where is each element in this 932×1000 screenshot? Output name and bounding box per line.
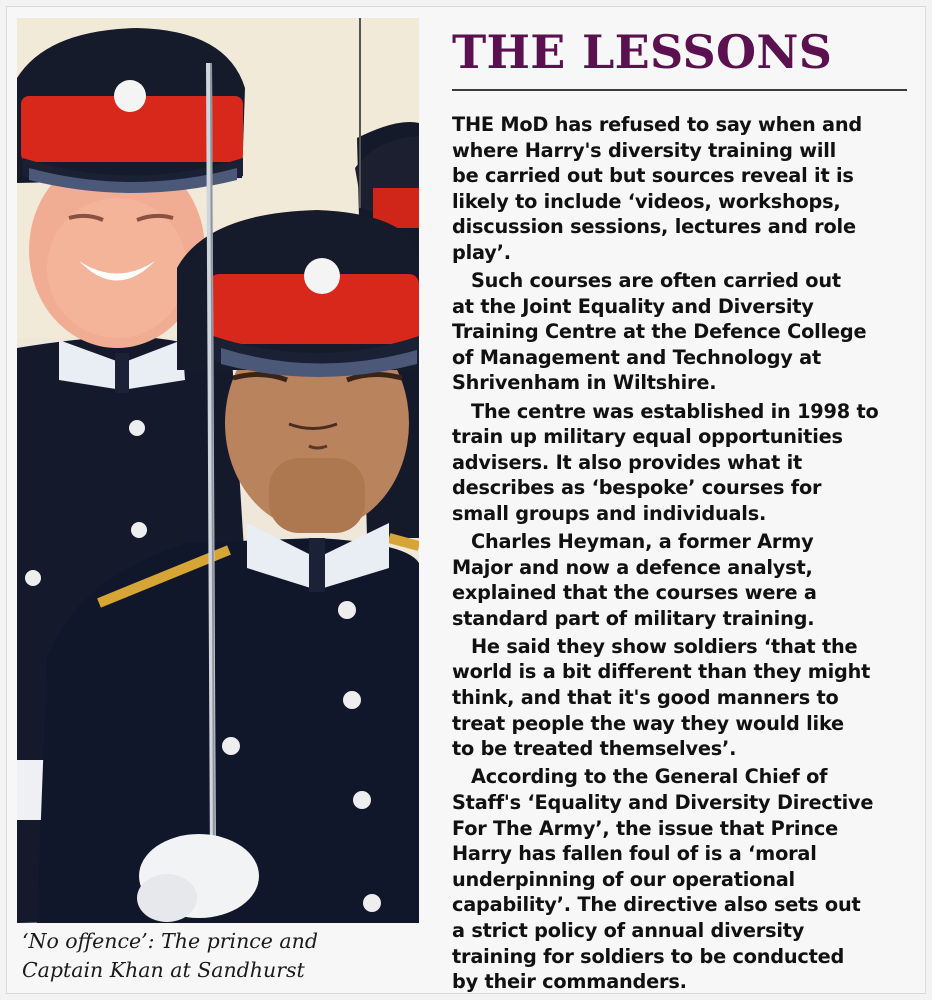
text-line: Such courses are often carried out: [471, 269, 841, 293]
text-line: treat people the way they would like: [452, 711, 844, 735]
photo: [17, 18, 419, 923]
text-line: Major and now a defence analyst,: [452, 555, 813, 579]
paragraph: [452, 634, 907, 762]
paragraph: [452, 112, 907, 266]
caption-line: ‘No offence’: The prince and: [22, 929, 318, 953]
text-line: of Management and Technology at: [452, 345, 822, 369]
text-line: For The Army’, the issue that Prince: [452, 816, 838, 840]
text-line: Shrivenham in Wiltshire.: [452, 371, 717, 395]
text-line: He said they show soldiers ‘that the: [471, 634, 858, 658]
text-line: to be treated themselves’.: [452, 737, 737, 761]
text-line: train up military equal opportunities: [452, 425, 843, 449]
paragraph: [452, 399, 907, 527]
text-line: Staff's ‘Equality and Diversity Directive: [452, 790, 874, 814]
paragraph: [452, 764, 907, 994]
headline: THE LESSONS: [452, 25, 833, 79]
text-line: describes as ‘bespoke’ courses for: [452, 476, 822, 500]
text-line: underpinning of our operational: [452, 867, 795, 891]
caption-line: Captain Khan at Sandhurst: [22, 958, 305, 982]
photo-caption: [22, 927, 422, 985]
text-line: play’.: [452, 240, 511, 264]
text-line: According to the General Chief of: [471, 765, 828, 789]
text-line: by their commanders.: [452, 970, 687, 994]
paragraph: [452, 268, 907, 396]
text-line: where Harry's diversity training will: [452, 138, 837, 162]
text-line: likely to include ‘videos, workshops,: [452, 189, 841, 213]
text-line: explained that the courses were a: [452, 581, 817, 605]
text-line: capability’. The directive also sets out: [452, 893, 861, 917]
text-line: at the Joint Equality and Diversity: [452, 294, 814, 318]
photo-illustration: [17, 18, 419, 923]
text-line: world is a bit different than they might: [452, 660, 871, 684]
article-body: [452, 112, 907, 997]
text-line: standard part of military training.: [452, 606, 815, 630]
text-line: be carried out but sources reveal it is: [452, 164, 854, 188]
text-line: Harry has fallen foul of is a ‘moral: [452, 842, 817, 866]
text-line: Training Centre at the Defence College: [452, 320, 867, 344]
text-line: advisers. It also provides what it: [452, 450, 803, 474]
text-line: think, and that it's good manners to: [452, 686, 839, 710]
text-line: THE MoD has refused to say when and: [452, 113, 862, 136]
text-line: discussion sessions, lectures and role: [452, 215, 856, 239]
text-line: small groups and individuals.: [452, 501, 767, 525]
text-line: a strict policy of annual diversity: [452, 918, 805, 942]
text-line: The centre was established in 1998 to: [471, 399, 879, 423]
text-line: Charles Heyman, a former Army: [471, 530, 814, 553]
headline-rule: [452, 89, 907, 91]
text-line: training for soldiers to be conducted: [452, 944, 845, 968]
paragraph: [452, 529, 907, 631]
